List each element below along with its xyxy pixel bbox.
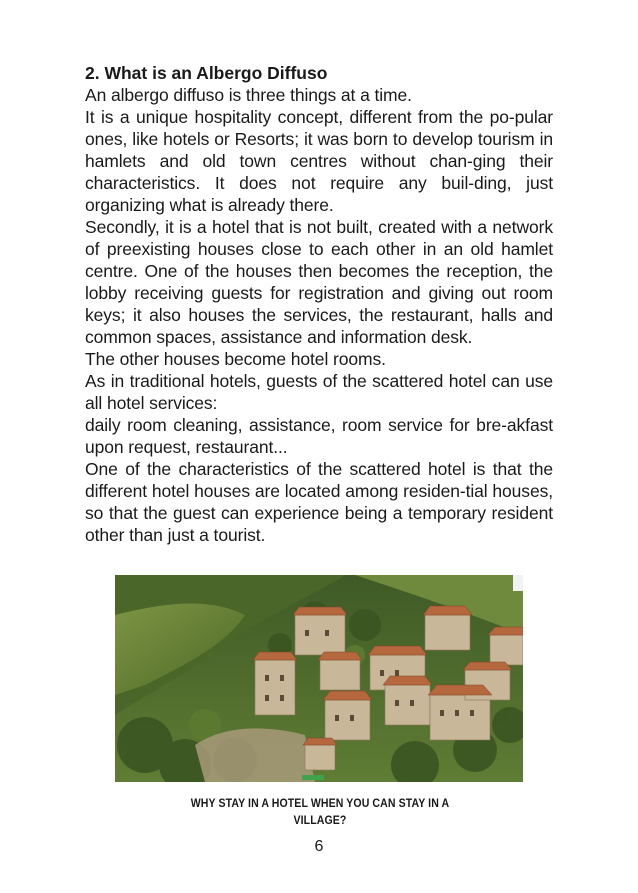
village-aerial-photo (115, 575, 523, 782)
figure-caption (170, 795, 469, 829)
page-number: 6 (314, 838, 324, 855)
paragraph: Secondly, it is a hotel that is not built, created with a network of preexisting houses close to each other in an old hamlet centre. One of the houses then becomes the reception, the lobby receiving guests for registration and giving out room keys; it also houses the services, the restaurant, halls and common spaces, assistance and information desk. (85, 217, 553, 347)
caption-line: WHY STAY IN A HOTEL WHEN YOU CAN STAY IN A (190, 796, 450, 810)
paragraph: The other houses become hotel rooms. (85, 349, 386, 369)
caption-line: VILLAGE? (293, 813, 347, 827)
section-heading: 2. What is an Albergo Diffuso (85, 63, 328, 83)
paragraph: An albergo diffuso is three things at a time. (85, 85, 412, 105)
paragraph: As in traditional hotels, guests of the scattered hotel can use all hotel services: (85, 371, 553, 413)
section-text (85, 62, 553, 546)
paragraph: One of the characteristics of the scattered hotel is that the different hotel houses are located among residen-tial houses, so that the guest can experience being a temporary resident other than just a tourist. (85, 459, 553, 545)
paragraph: daily room cleaning, assistance, room service for bre-akfast upon request, restaurant... (85, 415, 553, 457)
paragraph: It is a unique hospitality concept, different from the po-pular ones, like hotels or Resorts; it was born to develop tourism in hamlets and old town centres without chan-ging their characteristics. It does not require any buil-ding, just organizing what is already there. (85, 107, 553, 215)
